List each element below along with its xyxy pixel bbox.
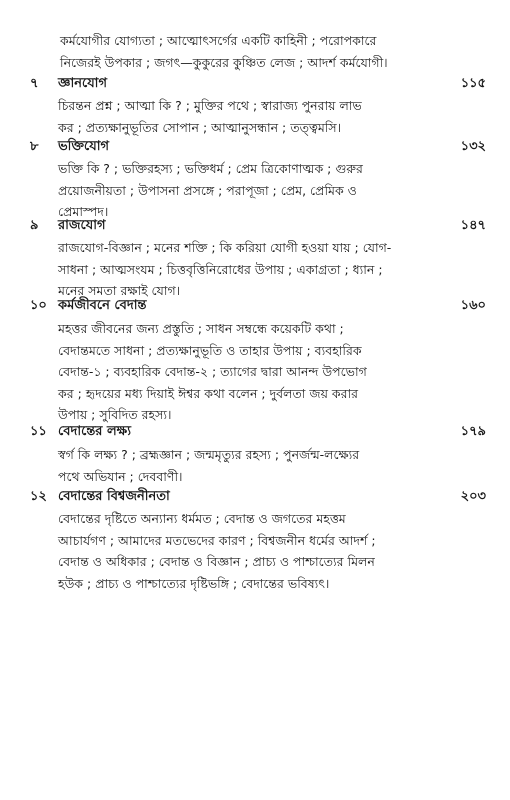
chapter-topics (58, 158, 468, 223)
chapter-number: ৮ (30, 139, 39, 154)
topic-line: কর ; প্রত্যক্ষানুভূতির সোপান ; আত্মানুসন্ধান ; তত্ত্বমসি। (58, 119, 342, 135)
chapter-number: ১০ (30, 298, 47, 313)
chapter-number: ১২ (30, 489, 47, 504)
chapter-topics (58, 444, 468, 487)
chapter-page-number: ১৭৯ (460, 424, 486, 439)
topic-line: কর ; হৃদয়ের মধ্য দিয়াই ঈশ্বর কথা বলেন ; দুর্বলতা জয় করার (58, 385, 359, 401)
topic-line: হউক ; প্রাচ্য ও পাশ্চাত্যের দৃষ্টিভঙ্গি ; বেদান্তের ভবিষ্যৎ। (58, 575, 330, 591)
topic-line: পথে অভিযান ; দেববাণী। (58, 468, 183, 484)
chapter-title[interactable]: বেদান্তের লক্ষ্য (58, 424, 131, 439)
chapter-page-number: ২০৩ (460, 489, 486, 504)
chapter-title[interactable]: রাজযোগ (58, 218, 106, 233)
chapter-topics (58, 237, 468, 302)
topic-line: মহত্তর জীবনের জন্য প্রস্তুতি ; সাধন সম্বন্ধে কয়েকটি কথা ; (58, 321, 344, 336)
topic-line: বেদান্তমতে সাধনা ; প্রত্যক্ষানুভূতি ও তাহার উপায় ; ব্যবহারিক (58, 342, 362, 358)
topic-line: ভক্তি কি ? ; ভক্তিরহস্য ; ভক্তিধর্ম ; প্রেম ত্রিকোণাত্মক ; গুরুর (58, 161, 363, 176)
topic-line: বেদান্ত ও অধিকার ; বেদান্ত ও বিজ্ঞান ; প্রাচ্য ও পাশ্চাত্যের মিলন (58, 554, 375, 569)
topic-line: চিরন্তন প্রশ্ন ; আত্মা কি ? ; মুক্তির পথে ; স্বারাজ্য পুনরায় লাভ (58, 98, 362, 113)
chapter-topics (58, 95, 468, 138)
chapter-page-number: ১৩২ (460, 139, 486, 154)
chapter-title[interactable]: ভক্তিযোগ (58, 139, 110, 154)
chapter-number: ৯ (30, 218, 39, 233)
topic-line: প্রেমাস্পদ। (58, 204, 109, 219)
topic-line: বেদান্তের দৃষ্টিতে অন্যান্য ধর্মমত ; বেদান্ত ও জগতের মহত্তম (58, 511, 346, 526)
chapter-title[interactable]: বেদান্তের বিশ্বজনীনতা (58, 489, 170, 504)
intro-line: কর্মযোগীর যোগ্যতা ; আত্মোৎসর্গের একটি কাহিনী ; পরোপকারে (60, 33, 377, 48)
chapter-page-number: ১৪৭ (460, 218, 486, 233)
topic-line: সাধনা ; আত্মসংযম ; চিত্তবৃত্তিনিরোধের উপায় ; একাগ্রতা ; ধ্যান ; (58, 261, 383, 277)
topic-line: আচার্যগণ ; আমাদের মতভেদের কারণ ; বিশ্বজনীন ধর্মের আদর্শ ; (58, 532, 376, 548)
chapter-number: ১১ (30, 424, 47, 439)
chapter-topics (58, 318, 468, 426)
chapter-number: ৭ (30, 76, 39, 91)
chapter-title[interactable]: কর্মজীবনে বেদান্ত (58, 298, 147, 313)
topic-line: প্রয়োজনীয়তা ; উপাসনা প্রসঙ্গে ; পরাপূজা ; প্রেম, প্রেমিক ও (58, 182, 357, 198)
chapter-topics (58, 508, 468, 594)
intro-continuation (60, 30, 460, 74)
chapter-title[interactable]: জ্ঞানযোগ (58, 76, 107, 91)
topic-line: বেদান্ত-১ ; ব্যবহারিক বেদান্ত-২ ; ত্যাগের দ্বারা আনন্দ উপভোগ (58, 364, 367, 379)
chapter-page-number: ১৬০ (460, 298, 486, 313)
topic-line: মনের সমতা রক্ষাই যোগ। (58, 283, 181, 298)
chapter-page-number: ১১৫ (460, 76, 486, 91)
topic-line: উপায় ; সুবিদিত রহস্য। (58, 407, 172, 422)
topic-line: রাজযোগ-বিজ্ঞান ; মনের শক্তি ; কি করিয়া যোগী হওয়া যায় ; যোগ- (58, 240, 392, 255)
topic-line: স্বর্গ কি লক্ষ্য ? ; ব্রহ্মজ্ঞান ; জন্মমৃত্যুর রহস্য ; পুনর্জন্ম-লক্ষ্যের (58, 447, 360, 462)
intro-line: নিজেরই উপকার ; জগৎ—কুকুরের কুঞ্চিত লেজ ; আদর্শ কর্মযোগী। (60, 55, 388, 70)
